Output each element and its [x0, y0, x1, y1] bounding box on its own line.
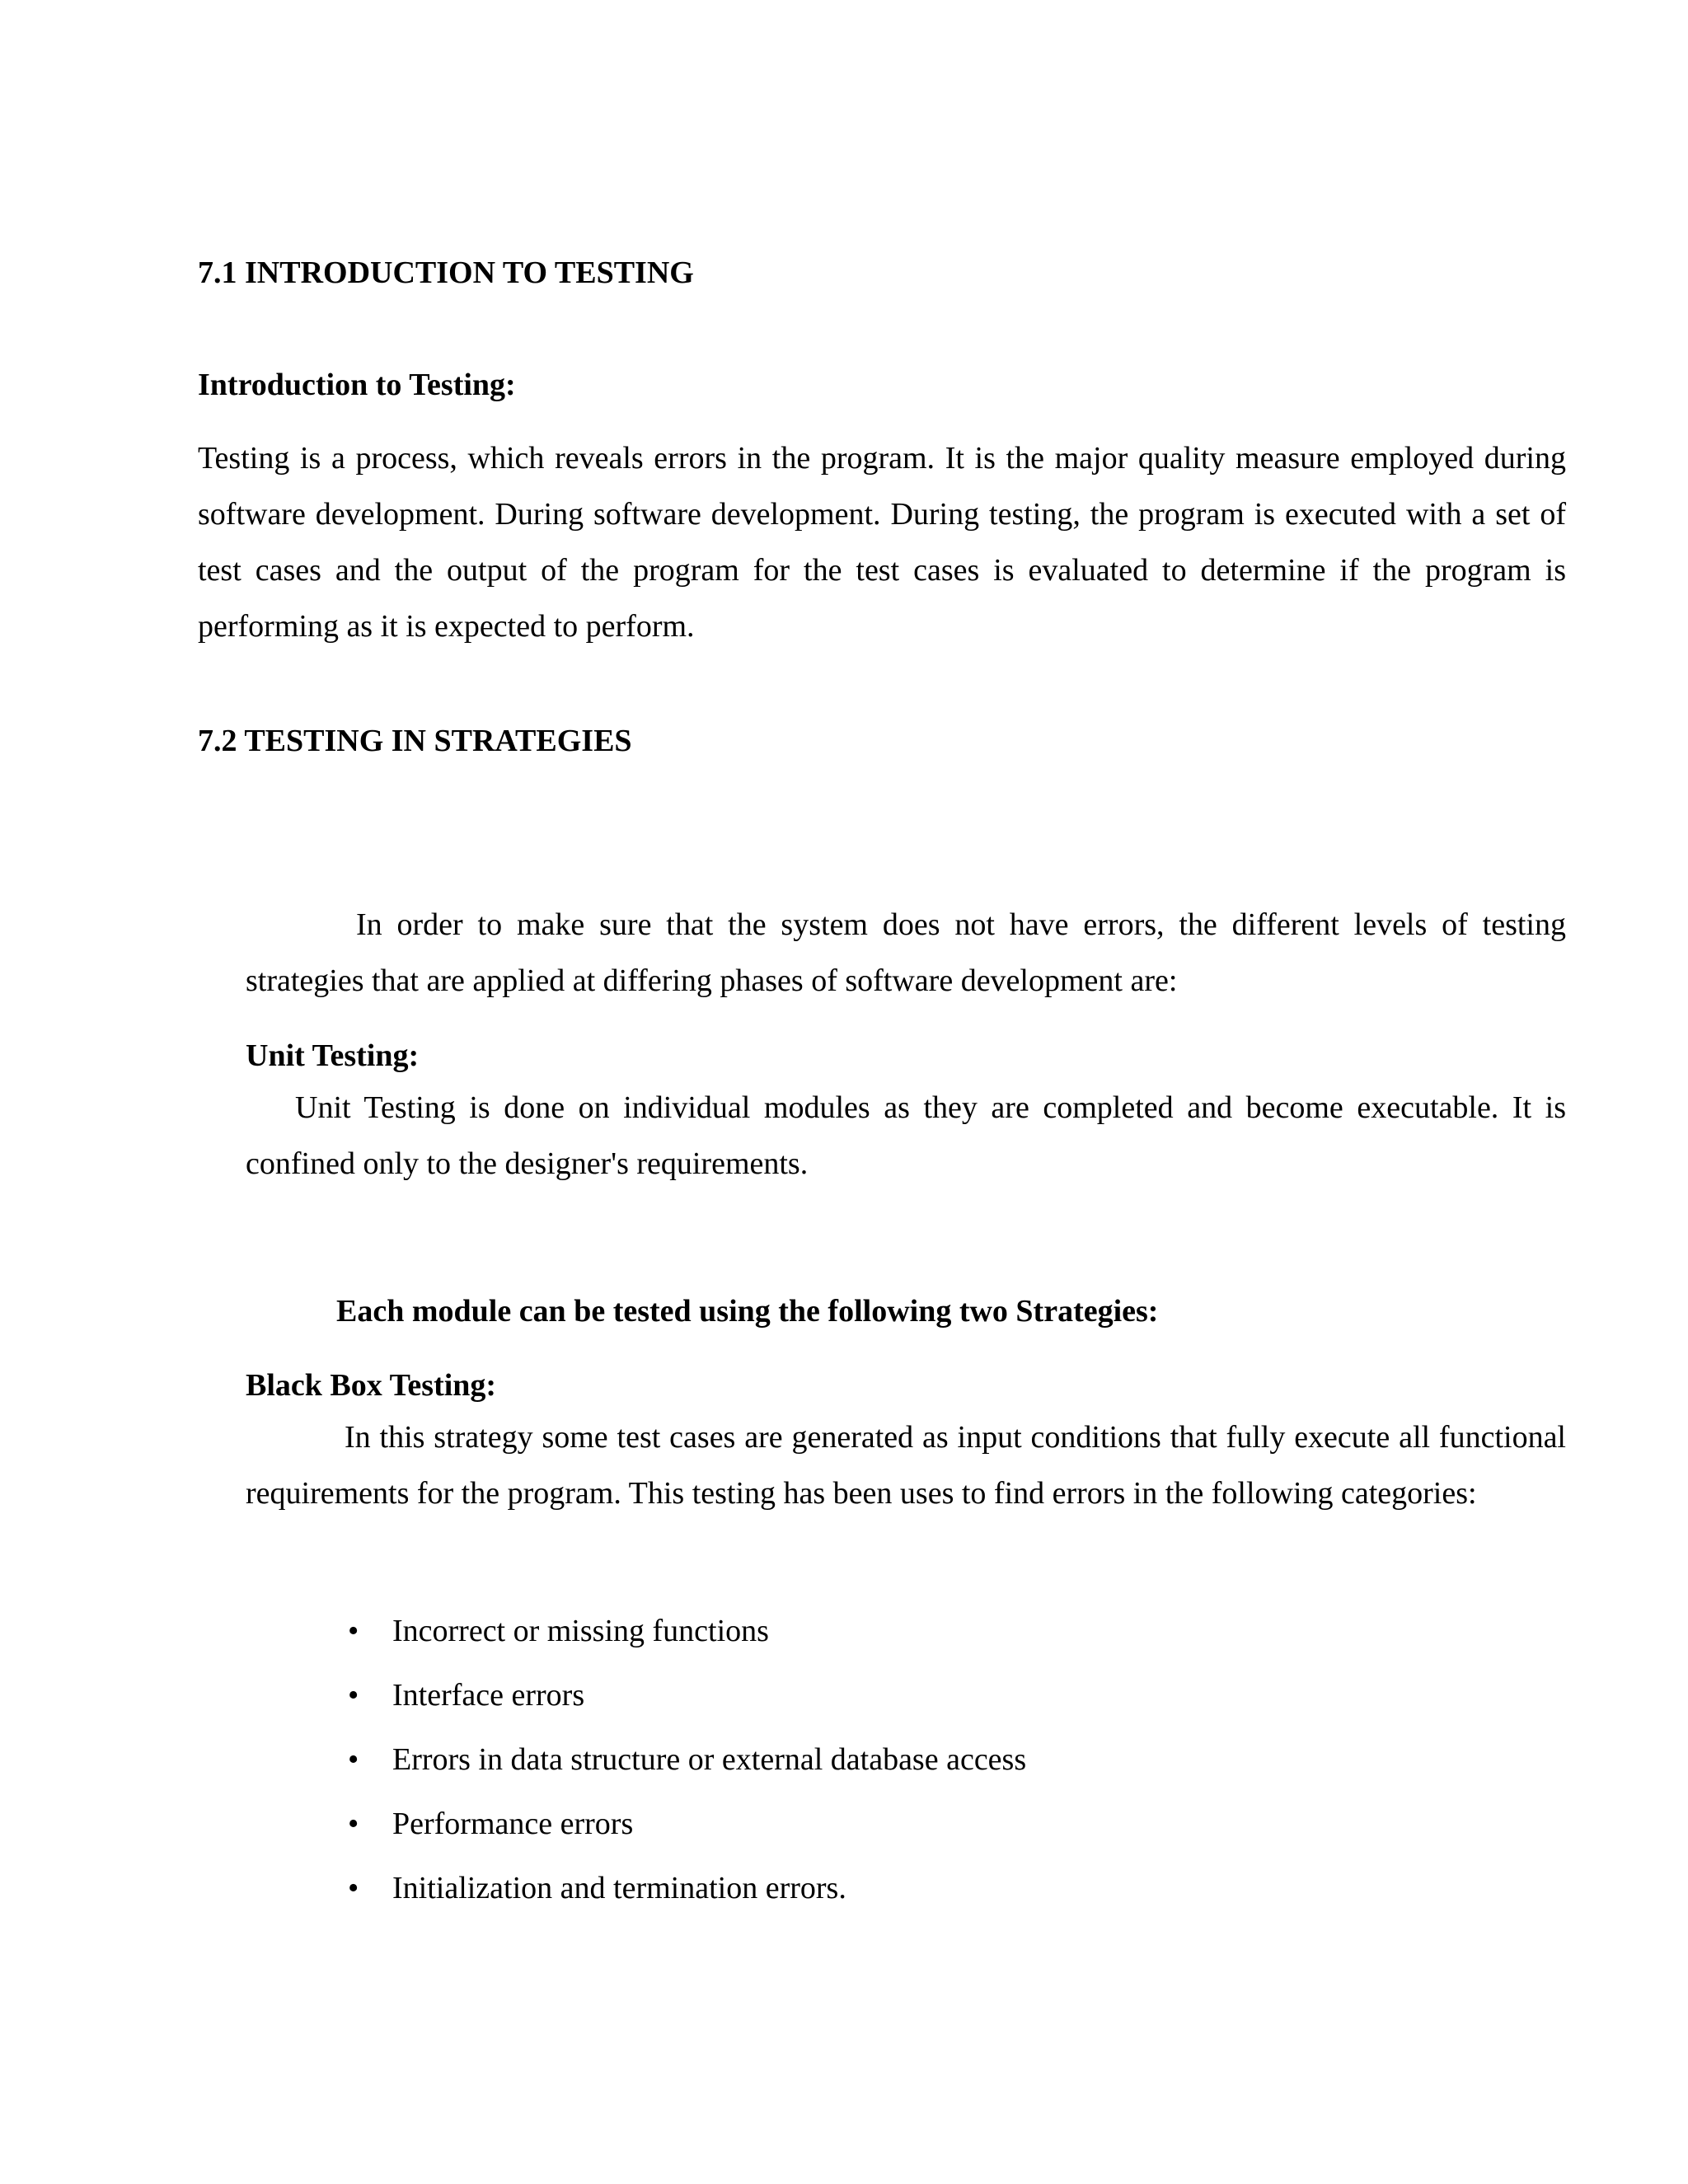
list-item-text: Errors in data structure or external database access	[392, 1742, 1027, 1777]
list-item	[341, 1792, 1026, 1856]
bullet-icon: •	[348, 1614, 359, 1648]
list-item	[341, 1856, 1026, 1920]
unit-testing-paragraph: Unit Testing is done on individual modules as they are completed and become executable. It is confined only to the designer's requirements.	[246, 1090, 1566, 1181]
bullet-icon: •	[348, 1678, 359, 1713]
strategies-intro-paragraph: In order to make sure that the system does not have errors, the different levels of testing strategies that are applied at differing phases of software development are:	[246, 907, 1566, 998]
bullet-icon: •	[348, 1871, 359, 1905]
intro-to-testing-paragraph: Testing is a process, which reveals errors in the program. It is the major quality measure employed during software development. During software development. During testing, the program is executed with a set of test cases and the output of the program for the test cases is evaluated to determine if the program is performing as it is expected to perform.	[198, 441, 1566, 644]
section-7-1-heading: 7.1 INTRODUCTION TO TESTING	[198, 255, 694, 290]
list-item	[341, 1663, 1026, 1727]
black-box-testing-heading: Black Box Testing:	[246, 1368, 497, 1403]
list-item-text: Initialization and termination errors.	[392, 1871, 846, 1905]
bullet-icon: •	[348, 1807, 359, 1841]
black-box-error-categories-list	[341, 1599, 1026, 1920]
list-item-text: Incorrect or missing functions	[392, 1614, 769, 1648]
list-item-text: Performance errors	[392, 1807, 634, 1841]
black-box-testing-paragraph: In this strategy some test cases are generated as input conditions that fully execute all functional requirements for the program. This testing has been uses to find errors in the following categories:	[246, 1420, 1566, 1511]
bullet-icon: •	[348, 1742, 359, 1777]
list-item	[341, 1727, 1026, 1792]
intro-to-testing-subheading: Introduction to Testing:	[198, 368, 516, 402]
unit-testing-heading: Unit Testing:	[246, 1038, 420, 1073]
strategies-heading: Each module can be tested using the following two Strategies:	[336, 1294, 1159, 1329]
list-item-text: Interface errors	[392, 1678, 585, 1713]
section-7-2-heading: 7.2 TESTING IN STRATEGIES	[198, 724, 632, 758]
list-item	[341, 1599, 1026, 1663]
